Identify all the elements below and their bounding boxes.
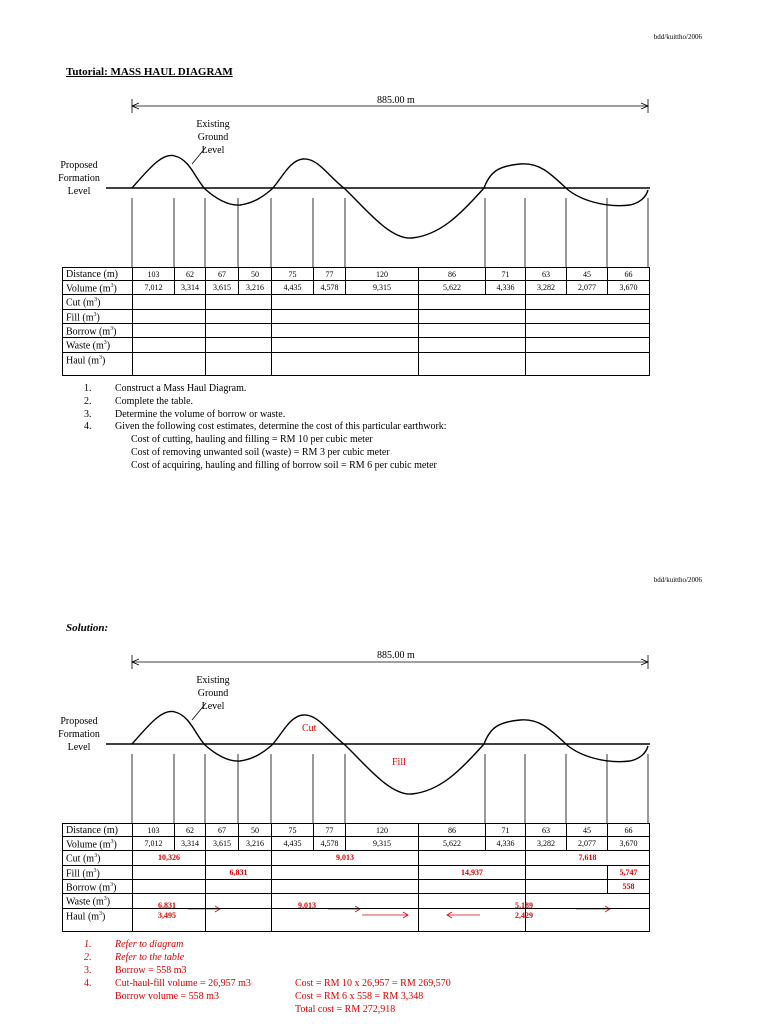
haul-value: 6,831 — [158, 901, 176, 910]
distance-row — [63, 268, 650, 281]
cost-line: Cost of cutting, hauling and filling = RM 10 per cubic meter — [131, 434, 373, 446]
question-text: Complete the table. — [115, 395, 194, 407]
volume-cell: 3,282 — [526, 281, 567, 295]
fill-label: Fill — [392, 757, 406, 768]
question-num: 4. — [84, 421, 92, 433]
distance-cell: 75 — [272, 268, 314, 281]
answer-text: Cut-haul-fill volume = 26,957 m3 — [115, 978, 251, 989]
distance-cell: 50 — [239, 824, 272, 837]
distance-cell: 67 — [206, 268, 239, 281]
existing-ground-label-2: Existing Ground Level — [196, 675, 230, 712]
volume-cell: 2,077 — [567, 837, 608, 851]
answer-list — [84, 938, 724, 1016]
volume-cell: 3,314 — [175, 281, 206, 295]
volume-row — [63, 281, 650, 295]
volume-cell: 4,435 — [272, 837, 314, 851]
cut-label: Cut — [302, 723, 317, 734]
distance-cell: 62 — [175, 268, 206, 281]
haul-value: 9,013 — [298, 901, 316, 910]
header-credit: bdd/kuittho/2006 — [653, 33, 702, 41]
station-lines-2 — [132, 754, 648, 824]
distance-cell: 66 — [608, 824, 650, 837]
row-label: Waste $(m^3)$ — [63, 894, 133, 908]
fill-row — [63, 865, 650, 879]
solution-title: Solution: — [66, 622, 109, 634]
cost-line: Cost of acquiring, hauling and filling of borrow soil = RM 6 per cubic meter — [131, 459, 437, 471]
haul-values-1 — [158, 901, 176, 921]
question-num: 1. — [84, 383, 92, 394]
volume-cell: 3,216 — [239, 837, 272, 851]
volume-cell: 4,578 — [314, 281, 346, 295]
fill-cell: 14,937 — [419, 865, 526, 879]
borrow-row — [63, 323, 650, 337]
volume-cell: 9,315 — [346, 281, 419, 295]
cut-cell: 9,013 — [272, 851, 419, 865]
distance-cell: 71 — [486, 268, 526, 281]
distance-cell: 63 — [526, 268, 567, 281]
cost-line: Cost of removing unwanted soil (waste) = RM 3 per cubic meter — [131, 446, 390, 458]
borrow-row — [63, 879, 650, 893]
cut-cell: 7,618 — [526, 851, 650, 865]
distance-cell: 86 — [419, 268, 486, 281]
row-label: Volume $(m^3)$ — [63, 281, 133, 295]
distance-cell: 45 — [567, 268, 608, 281]
haul-values-3 — [515, 901, 533, 921]
cut-row — [63, 295, 650, 309]
question-text: Given the following cost estimates, determine the cost of this particular earthwork: — [115, 421, 447, 433]
question-text: Construct a Mass Haul Diagram. — [115, 383, 247, 394]
answer-num: 3. — [84, 965, 92, 976]
distance-cell: 66 — [608, 268, 650, 281]
volume-row — [63, 837, 650, 851]
cost-line: Cost = RM 6 x 558 = RM 3,348 — [295, 991, 424, 1002]
distance-cell: 120 — [346, 268, 419, 281]
fill-cell: 5,747 — [608, 865, 650, 879]
waste-row — [63, 338, 650, 352]
row-label: Distance (m) — [63, 824, 133, 837]
borrow-volume: Borrow volume = 558 m3 — [115, 991, 219, 1002]
cost-line: Cost = RM 10 x 26,957 = RM 269,570 — [295, 978, 451, 989]
row-label: Fill $(m^3)$ — [63, 865, 133, 879]
haul-value: 3,495 — [158, 911, 176, 920]
haul-value: 5,189 — [515, 901, 533, 910]
question-num: 2. — [84, 395, 92, 407]
volume-cell: 7,012 — [133, 281, 175, 295]
row-label: Haul $(m^3)$ — [63, 352, 133, 375]
row-label: Volume $(m^3)$ — [63, 837, 133, 851]
row-label: Cut $(m^3)$ — [63, 851, 133, 865]
row-label: Cut $(m^3)$ — [63, 295, 133, 309]
distance-cell: 75 — [272, 824, 314, 837]
solution-table — [62, 823, 650, 932]
distance-cell: 86 — [419, 824, 486, 837]
row-label: Borrow $(m^3)$ — [63, 323, 133, 337]
row-label: Borrow $(m^3)$ — [63, 879, 133, 893]
distance-cell: 62 — [175, 824, 206, 837]
distance-cell: 103 — [133, 824, 175, 837]
volume-cell: 4,578 — [314, 837, 346, 851]
volume-cell: 5,622 — [419, 837, 486, 851]
row-label: Haul $(m^3)$ — [63, 908, 133, 931]
row-label: Fill $(m^3)$ — [63, 309, 133, 323]
distance-row — [63, 824, 650, 837]
formation-label: Proposed Formation Level — [58, 160, 100, 197]
volume-cell: 3,615 — [206, 837, 239, 851]
tutorial-table — [62, 267, 650, 376]
waste-row — [63, 894, 650, 908]
row-label: Distance (m) — [63, 268, 133, 281]
volume-cell: 3,670 — [608, 837, 650, 851]
existing-ground-label: Existing Ground Level — [196, 119, 230, 156]
header-credit-2: bdd/kuittho/2006 — [653, 576, 702, 584]
answer-num: 1. — [84, 939, 92, 950]
answer-num: 4. — [84, 978, 92, 989]
cut-row — [63, 851, 650, 865]
total-length-2: 885.00 m — [377, 650, 415, 661]
fill-cell: 6,831 — [206, 865, 272, 879]
fill-row — [63, 309, 650, 323]
row-label: Waste $(m^3)$ — [63, 338, 133, 352]
volume-cell: 2,077 — [567, 281, 608, 295]
haul-value: 2,429 — [515, 911, 533, 920]
distance-cell: 77 — [314, 268, 346, 281]
answer-text: Refer to diagram — [115, 939, 184, 950]
volume-cell: 7,012 — [133, 837, 175, 851]
haul-values-2 — [298, 901, 316, 911]
distance-cell: 120 — [346, 824, 419, 837]
volume-cell: 4,336 — [486, 281, 526, 295]
haul-row — [63, 908, 650, 931]
answer-text: Refer to the table — [115, 952, 185, 963]
answer-num: 2. — [84, 952, 92, 963]
volume-cell: 3,216 — [239, 281, 272, 295]
distance-cell: 77 — [314, 824, 346, 837]
borrow-cell: 558 — [608, 879, 650, 893]
distance-cell: 50 — [239, 268, 272, 281]
tutorial-title: Tutorial: MASS HAUL DIAGRAM — [66, 66, 233, 78]
volume-cell: 3,670 — [608, 281, 650, 295]
volume-cell: 5,622 — [419, 281, 486, 295]
volume-cell: 4,336 — [486, 837, 526, 851]
ground-curve — [132, 155, 648, 238]
total-cost: Total cost = RM 272,918 — [295, 1004, 396, 1015]
cut-cell: 10,326 — [133, 851, 206, 865]
volume-cell: 3,282 — [526, 837, 567, 851]
volume-cell: 9,315 — [346, 837, 419, 851]
question-list — [84, 383, 704, 473]
distance-cell: 67 — [206, 824, 239, 837]
volume-cell: 4,435 — [272, 281, 314, 295]
distance-cell: 103 — [133, 268, 175, 281]
distance-cell: 71 — [486, 824, 526, 837]
ground-curve-2 — [132, 711, 648, 794]
distance-cell: 45 — [567, 824, 608, 837]
answer-text: Borrow = 558 m3 — [115, 965, 187, 976]
distance-cell: 63 — [526, 824, 567, 837]
formation-label-2: Proposed Formation Level — [58, 716, 100, 753]
volume-cell: 3,615 — [206, 281, 239, 295]
total-length: 885.00 m — [377, 95, 415, 106]
volume-cell: 3,314 — [175, 837, 206, 851]
question-num: 3. — [84, 408, 92, 420]
station-lines — [132, 198, 648, 268]
haul-row — [63, 352, 650, 375]
question-text: Determine the volume of borrow or waste. — [115, 408, 286, 420]
